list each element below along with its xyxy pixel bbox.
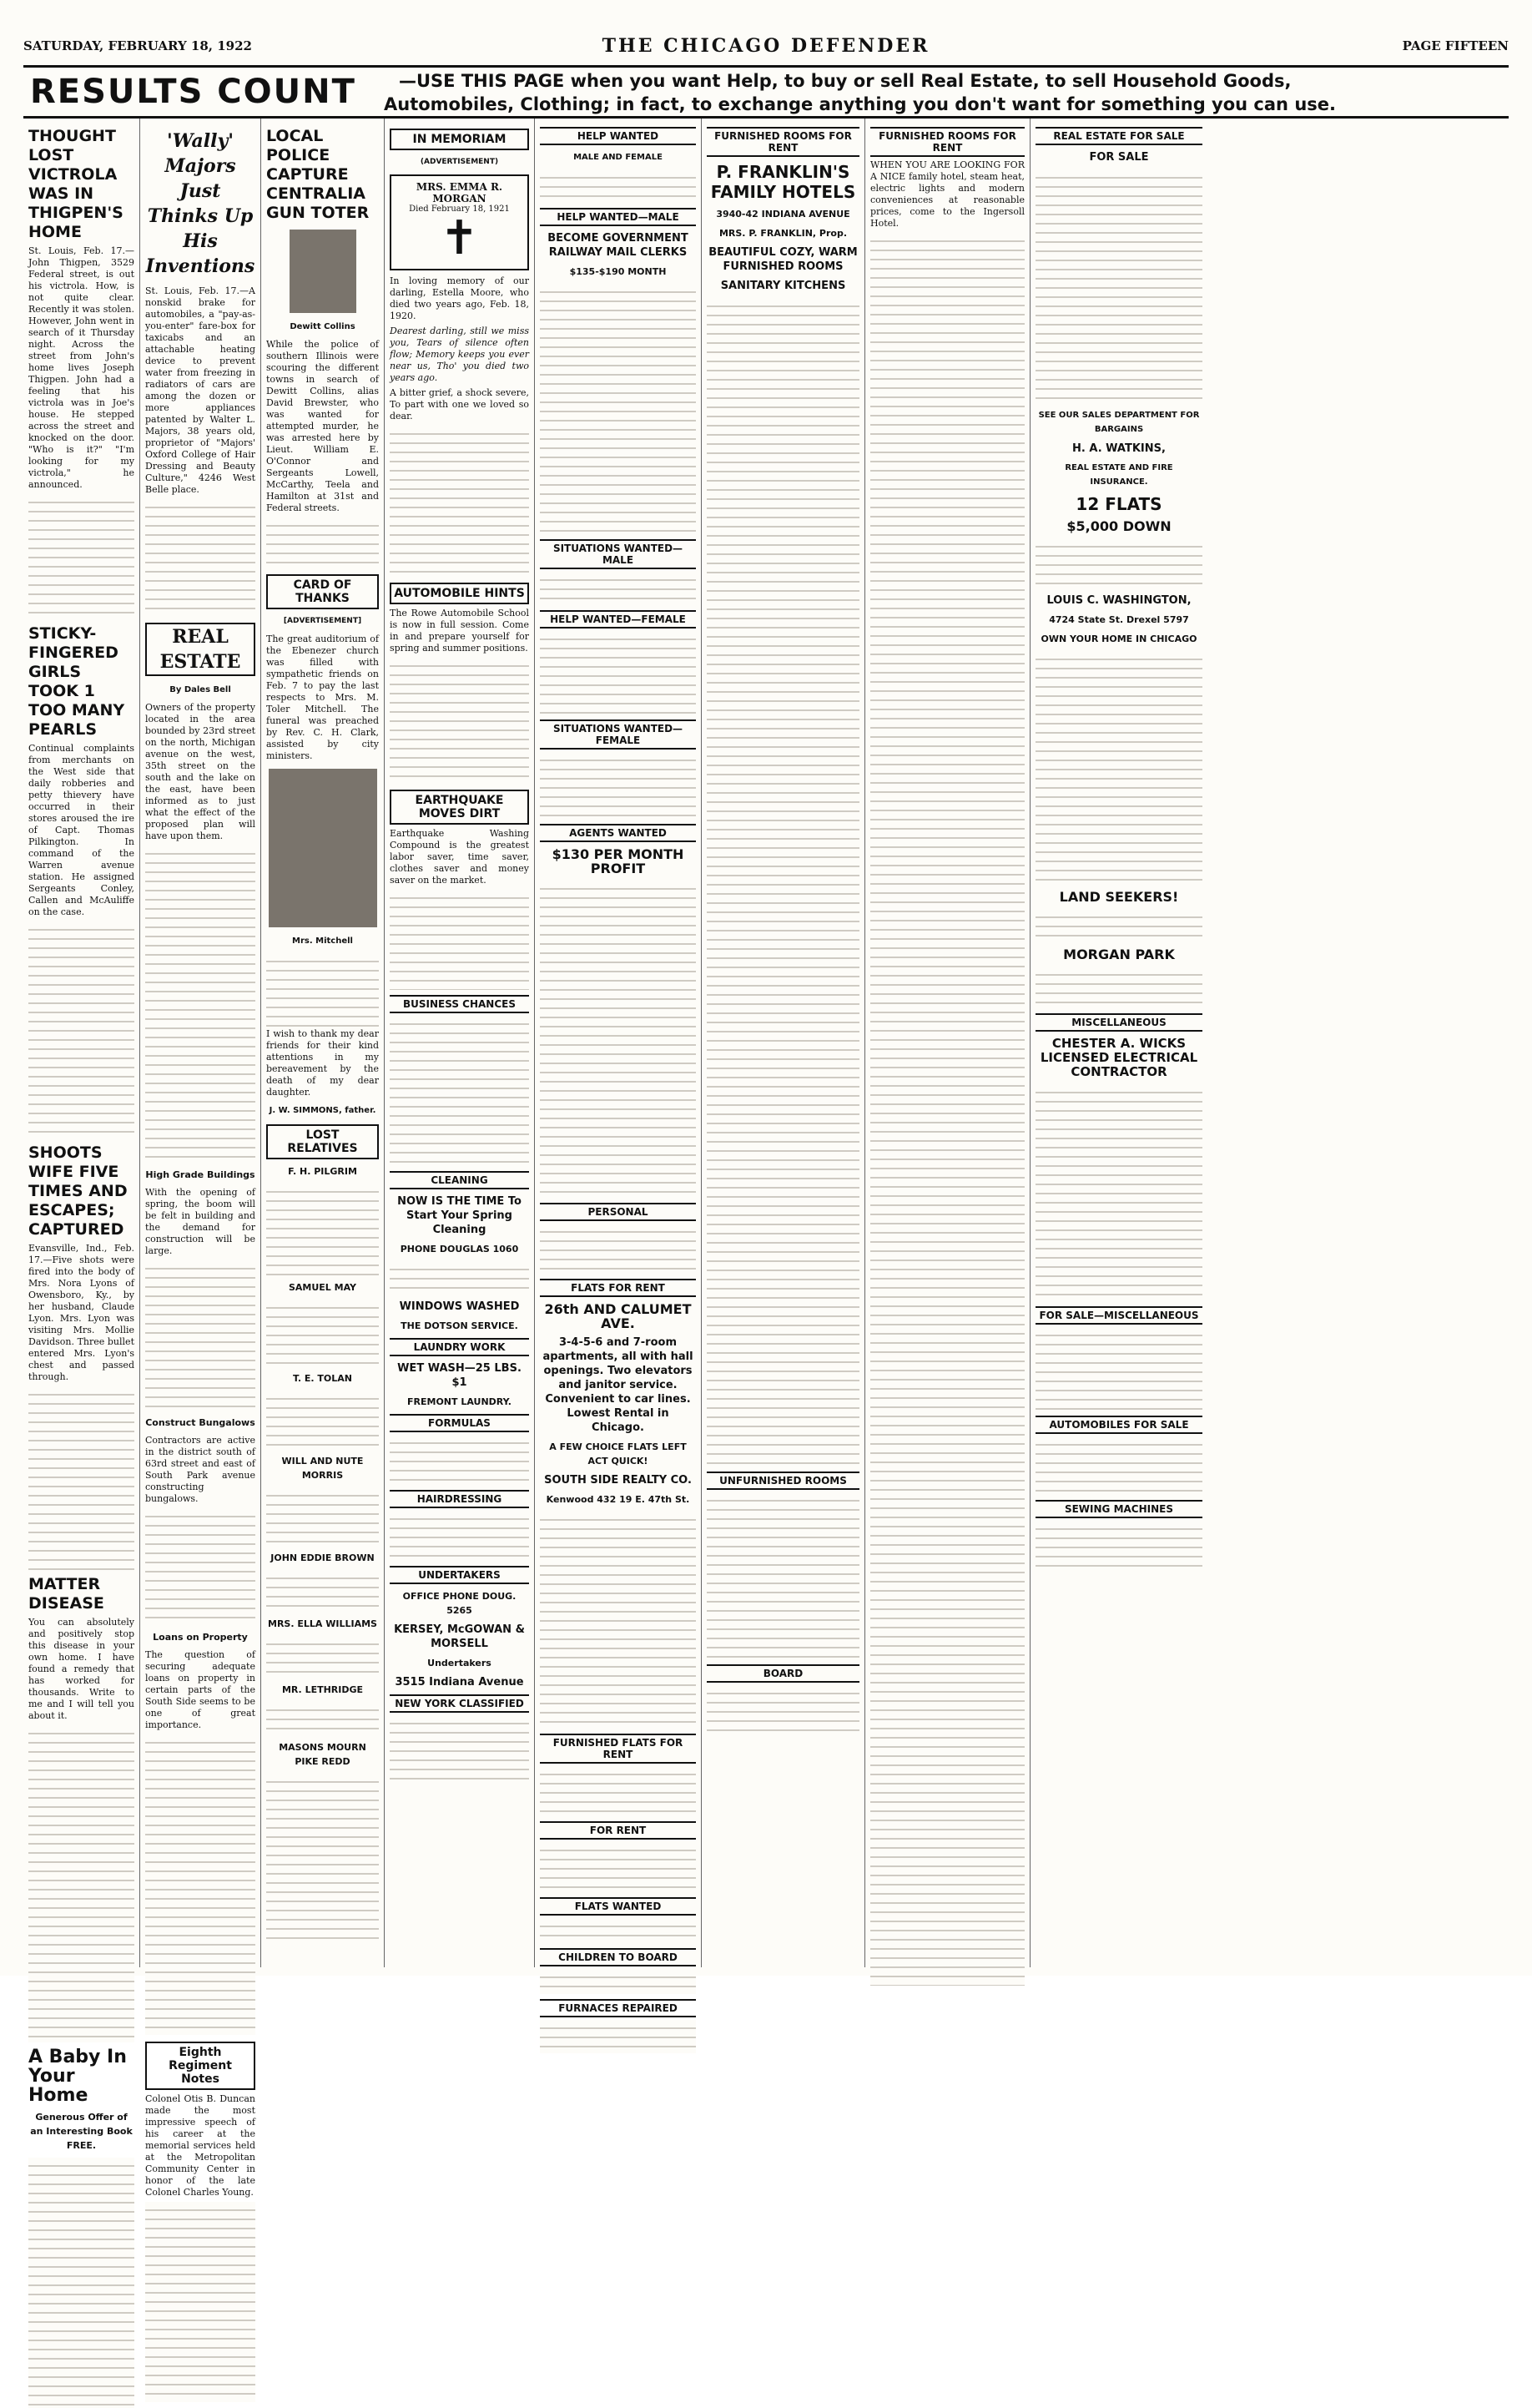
text-filler — [540, 1969, 696, 1994]
text-filler — [540, 752, 696, 819]
text-filler — [540, 881, 696, 1198]
ad-12-flats: 12 FLATS — [1076, 494, 1162, 514]
text-filler — [1036, 169, 1202, 403]
story-loans: The question of securing adequate loans on property in certain parts of the South Side seems to be one of great importance. — [145, 1649, 255, 1730]
cross-icon: ✝ — [440, 211, 479, 265]
text-filler — [266, 1184, 379, 1275]
text-filler — [266, 953, 379, 1028]
ad-kersey: KERSEY, McGOWAN & MORSELL — [394, 1623, 525, 1650]
results-count-banner — [23, 65, 1509, 119]
photo-dewitt-collins — [290, 230, 356, 313]
ad-windows-washed: WINDOWS WASHED — [399, 1300, 520, 1313]
text-filler — [390, 1715, 529, 1782]
ad-franklin-kitchens: SANITARY KITCHENS — [720, 280, 846, 292]
story-sticky-girls: Continual complaints from merchants on the West side that daily robberies and petty thievery have occurred in their stores aroused the ire of Capt. Thomas Pilkington. In command of the Warren avenue station. He assigned Sergeants Conley, Callen and McAuliffe on the case. — [28, 743, 134, 917]
story-victrola: St. Louis, Feb. 17.—John Thigpen, 3529 Federal street, is out his victrola. How, is not quite clear. Recently it was stolen. However, John went in search of it Thursday night. Across the street from John's home lives Joseph Thigpen. John had a feeling that his victrola was in Joe's house. He stepped across the street and knocked on the door. "Who is it?" "I'm looking for my victrola," he announced. — [28, 245, 134, 490]
column-3 — [261, 119, 385, 1967]
ad-franklin-address: 3940-42 INDIANA AVENUE — [716, 209, 850, 220]
column-2 — [140, 119, 261, 2198]
memoriam-text-1: In loving memory of our darling, Estella Moore, who died two years ago, Feb. 18, 1920. — [390, 275, 529, 321]
section-lost-relatives: LOST RELATIVES — [266, 1124, 379, 1159]
page-number: PAGE FIFTEEN — [1402, 38, 1509, 53]
text-filler — [28, 1725, 134, 2042]
ad-land-seekers: LAND SEEKERS! — [1059, 889, 1179, 905]
text-filler — [28, 1386, 134, 1570]
section-help-wanted-female: HELP WANTED—FEMALE — [540, 610, 696, 629]
section-children-board: CHILDREN TO BOARD — [540, 1948, 696, 1966]
subsection-for-sale: FOR SALE — [1089, 151, 1149, 164]
issue-date: SATURDAY, FEBRUARY 18, 1922 — [23, 38, 252, 53]
story-high-grade: With the opening of spring, the boom will be felt in building and the demand for construction will be large. — [145, 1187, 255, 1256]
section-personal: PERSONAL — [540, 1203, 696, 1221]
section-new-york: NEW YORK CLASSIFIED — [390, 1694, 529, 1713]
ad-fremont: FREMONT LAUNDRY. — [407, 1396, 512, 1407]
text-filler — [390, 1016, 529, 1166]
banner-line-1: —USE THIS PAGE when you want Help, to buy or sell Real Estate, to sell Household Goods, — [399, 71, 1292, 91]
section-formulas: FORMULAS — [390, 1414, 529, 1432]
ad-south-side-realty: SOUTH SIDE REALTY CO. — [544, 1474, 692, 1487]
ad-wet-wash: WET WASH—25 LBS. $1 — [397, 1362, 522, 1389]
section-furnaces: FURNACES REPAIRED — [540, 1999, 696, 2017]
text-filler — [1036, 1436, 1202, 1495]
ad-watkins: H. A. WATKINS, — [1072, 442, 1166, 455]
headline-police-capture: LOCAL POLICE CAPTURE CENTRALIA GUN TOTER — [266, 127, 370, 222]
text-filler — [390, 1511, 529, 1561]
name-lethridge: MR. LETHRIDGE — [281, 1684, 364, 1695]
text-filler — [266, 517, 379, 568]
ad-dotson: THE DOTSON SERVICE. — [401, 1320, 518, 1331]
story-eighth-regiment: Colonel Otis B. Duncan made the most impressive speech of his career at the memorial services held at the Metropolitan Community Center in honor of the late Colonel Charles Young. — [145, 2093, 255, 2198]
memoriam-date: Died February 18, 1921 — [409, 204, 510, 214]
story-bungalows: Contractors are active in the district south of 63rd street and east of South Park avenue constructing bungalows. — [145, 1435, 255, 1504]
ad-address: 3515 Indiana Avenue — [395, 1676, 524, 1689]
section-situations-female: SITUATIONS WANTED—FEMALE — [540, 719, 696, 750]
ad-franklin-rooms: BEAUTIFUL COZY, WARM FURNISHED ROOMS — [708, 246, 858, 273]
text-filler — [390, 658, 529, 783]
text-filler — [540, 2020, 696, 2053]
section-automobiles: AUTOMOBILES FOR SALE — [1036, 1416, 1202, 1434]
headline-baby: A Baby In Your Home — [28, 2047, 127, 2106]
text-filler — [1036, 538, 1202, 588]
text-filler — [707, 1685, 859, 1735]
section-agents-wanted: AGENTS WANTED — [540, 824, 696, 842]
ad-5000-down: $5,000 DOWN — [1066, 518, 1172, 534]
banner-headline: RESULTS COUNT — [30, 73, 356, 111]
subhead-high-grade: High Grade Buildings — [145, 1169, 255, 1180]
signature-simmons: J. W. SIMMONS, father. — [269, 1106, 376, 1115]
memoriam-box — [390, 174, 529, 270]
byline: By Dales Bell — [169, 685, 231, 694]
text-filler — [540, 1224, 696, 1274]
text-filler — [266, 1391, 379, 1449]
name-samuel-may: SAMUEL MAY — [288, 1282, 357, 1293]
headline-sticky-girls: STICKY-FINGERED GIRLS TOOK 1 TOO MANY PEARLS — [28, 624, 125, 739]
name-morris: WILL AND NUTE MORRIS — [281, 1456, 364, 1481]
memoriam-name: MRS. EMMA R. MORGAN — [416, 181, 503, 204]
section-help-wanted: HELP WANTED — [540, 127, 696, 145]
text-filler — [266, 1702, 379, 1735]
text-filler — [540, 631, 696, 714]
name-ella-williams: MRS. ELLA WILLIAMS — [268, 1618, 377, 1629]
text-filler — [145, 2202, 255, 2402]
ad-watkins-insurance: REAL ESTATE AND FIRE INSURANCE. — [1065, 463, 1173, 487]
ad-profit: $130 PER MONTH PROFIT — [552, 846, 684, 876]
ad-undertakers: Undertakers — [427, 1658, 491, 1668]
name-eddie-brown: JOHN EDDIE BROWN — [270, 1552, 375, 1563]
story-disease: You can absolutely and positively stop this disease in your own home. I have found a remedy that has worked for thousands. Write to me and I will tell you about it. — [28, 1617, 134, 1721]
ad-own-home: OWN YOUR HOME IN CHICAGO — [1041, 634, 1197, 644]
text-filler — [266, 1300, 379, 1366]
column-5 — [535, 119, 702, 2014]
text-filler — [1036, 651, 1202, 885]
section-unfurnished-rooms: UNFURNISHED ROOMS — [707, 1472, 859, 1490]
ad-calumet-body: 3-4-5-6 and 7-room apartments, all with hall openings. Two elevators and janitor service. Convenient to car lines. Lowest Rental in Chicago. — [542, 1336, 693, 1434]
section-hairdressing: HAIRDRESSING — [390, 1490, 529, 1508]
section-sewing: SEWING MACHINES — [1036, 1500, 1202, 1518]
text-filler — [28, 921, 134, 1138]
text-filler — [707, 298, 859, 1467]
column-4 — [385, 119, 535, 1967]
section-undertakers: UNDERTAKERS — [390, 1566, 529, 1584]
section-earthquake: EARTHQUAKE MOVES DIRT — [390, 790, 529, 825]
name-tolan: T. E. TOLAN — [293, 1373, 352, 1384]
ad-spring-cleaning-phone: PHONE DOUGLAS 1060 — [400, 1244, 519, 1254]
text-filler — [145, 1508, 255, 1625]
text-filler — [1036, 1084, 1202, 1301]
story-automobile-hints: The Rowe Automobile School is now in full session. Come in and prepare yourself for spring and summer positions. — [390, 608, 529, 654]
section-help-wanted-male: HELP WANTED—MALE — [540, 208, 696, 226]
text-filler — [540, 572, 696, 605]
story-shoots-wife: Evansville, Ind., Feb. 17.—Five shots were fired into the body of Mrs. Nora Lyons of Owensboro, Ky., by her husband, Claude Lyon. Mrs. Lyon was visiting Mrs. Mollie Davidson. Three bullet entered Mrs. Lyon's chest and passed through. — [28, 1243, 134, 1382]
column-1 — [23, 119, 140, 2151]
subsection-male-female: MALE AND FEMALE — [573, 153, 663, 162]
memoriam-text-2: A bitter grief, a shock severe, To part with one we loved so dear. — [390, 387, 529, 422]
section-laundry: LAUNDRY WORK — [390, 1338, 529, 1356]
text-filler — [145, 1260, 255, 1411]
headline-disease: MATTER DISEASE — [28, 1575, 104, 1613]
text-filler — [1036, 1327, 1202, 1411]
text-filler — [540, 1918, 696, 1943]
ad-franklin: P. FRANKLIN'S FAMILY HOTELS — [710, 162, 856, 202]
text-filler — [390, 426, 529, 576]
memoriam-poem: Dearest darling, still we miss you, Tears of silence often flow; Memory keeps you ever near us, Tho' you died two years ago. — [390, 326, 529, 383]
text-filler — [145, 846, 255, 1163]
ad-washington: LOUIS C. WASHINGTON, — [1046, 594, 1192, 607]
column-6 — [702, 119, 865, 1967]
headline-masons: MASONS MOURN PIKE REDD — [279, 1742, 366, 1767]
caption-dewitt-collins: Dewitt Collins — [290, 322, 355, 331]
advertisement-tag: [ADVERTISEMENT] — [283, 617, 362, 625]
ad-sales-department: SEE OUR SALES DEPARTMENT FOR BARGAINS — [1038, 411, 1200, 434]
ad-ingersoll: WHEN YOU ARE LOOKING FOR A NICE family hotel, steam heat, electric lights and modern conveniences at reasonable prices, come to the Ingersoll Hotel. — [870, 159, 1025, 229]
text-filler — [540, 169, 696, 203]
text-filler — [266, 1774, 379, 1941]
section-card-of-thanks: CARD OF THANKS — [266, 574, 379, 609]
text-filler — [540, 284, 696, 534]
ad-morgan-park: MORGAN PARK — [1063, 947, 1175, 962]
ad-chester-wicks: CHESTER A. WICKS LICENSED ELECTRICAL CONTRACTOR — [1040, 1036, 1198, 1079]
subhead-bungalows: Construct Bungalows — [145, 1417, 255, 1428]
advertisement-tag: (ADVERTISEMENT) — [420, 158, 499, 166]
text-filler — [28, 2158, 134, 2408]
baby-subhead: Generous Offer of an Interesting Book FREE. — [30, 2112, 133, 2151]
text-filler — [1036, 909, 1202, 942]
section-real-estate-sale: REAL ESTATE FOR SALE — [1036, 127, 1202, 145]
text-filler — [145, 499, 255, 616]
section-board: BOARD — [707, 1664, 859, 1683]
masthead — [23, 20, 1509, 63]
banner-line-2: Automobiles, Clothing; in fact, to exchange anything you don't want for something you can use. — [384, 94, 1336, 114]
text-filler — [540, 1512, 696, 1729]
text-filler — [540, 1766, 696, 1816]
text-filler — [390, 1261, 529, 1295]
ad-washington-address: 4724 State St. Drexel 5797 — [1049, 614, 1189, 625]
text-filler — [707, 1492, 859, 1659]
text-filler — [1036, 1521, 1202, 1571]
text-filler — [266, 1487, 379, 1546]
name-pilgrim: F. H. PILGRIM — [288, 1166, 357, 1177]
text-filler — [28, 494, 134, 619]
story-majors: St. Louis, Feb. 17.—A nonskid brake for automobiles, a "pay-as-you-enter" fare-box for taxicabs and an attachable heating device to prevent water from freezing in radiators of cars are among the dozen or more appliances patented by Walter L. Majors, 38 years old, proprietor of "Majors' Oxford College of Hair Dressing and Beauty Culture," 4246 West Belle place. — [145, 285, 255, 495]
section-furnished-flats: FURNISHED FLATS FOR RENT — [540, 1734, 696, 1764]
ad-calumet-act: A FEW CHOICE FLATS LEFT ACT QUICK! — [549, 1441, 687, 1467]
headline-real-estate: REAL ESTATE — [145, 623, 255, 676]
text-filler — [266, 1570, 379, 1612]
section-cleaning: CLEANING — [390, 1171, 529, 1189]
story-thanks-2: I wish to thank my dear friends for their kind attentions in my bereavement by the death of my dear daughter. — [266, 1028, 379, 1098]
story-real-estate: Owners of the property located in the area bounded by 23rd street on the north, Michigan avenue on the west, 35th street on the south and the lake on the east, have been informed as to just what the effect of the proposed plan will have upon them. — [145, 702, 255, 841]
story-card-of-thanks: The great auditorium of the Ebenezer church was filled with sympathetic friends on Feb. 7 to pay the last respects to Mrs. M. Toler Mitchell. The funeral was preached by Rev. C. H. Clark, assisted by city ministers. — [266, 634, 379, 761]
section-flats-for-rent: FLATS FOR RENT — [540, 1279, 696, 1297]
paper-name: THE CHICAGO DEFENDER — [602, 35, 930, 57]
ad-railway-pay: $135-$190 MONTH — [569, 266, 667, 277]
text-filler — [870, 233, 1025, 1986]
headline-shoots-wife: SHOOTS WIFE FIVE TIMES AND ESCAPES; CAPTURED — [28, 1143, 128, 1239]
section-flats-wanted: FLATS WANTED — [540, 1897, 696, 1916]
ad-calumet: 26th AND CALUMET AVE. — [544, 1301, 692, 1331]
column-7 — [865, 119, 1031, 1967]
ad-realty-address: Kenwood 432 19 E. 47th St. — [546, 1494, 690, 1505]
section-business-chances: BUSINESS CHANCES — [390, 995, 529, 1013]
ad-office-phone: OFFICE PHONE DOUG. 5265 — [402, 1591, 517, 1616]
text-filler — [145, 1734, 255, 2035]
real-estate-column — [1036, 127, 1202, 1571]
section-in-memoriam: IN MEMORIAM — [390, 129, 529, 150]
section-furnished-rooms-2: FURNISHED ROOMS FOR RENT — [870, 127, 1025, 157]
section-eighth-regiment: Eighth Regiment Notes — [145, 2042, 255, 2090]
text-filler — [390, 1435, 529, 1485]
text-filler — [540, 1842, 696, 1892]
photo-mrs-mitchell — [269, 769, 377, 927]
subhead-loans: Loans on Property — [153, 1632, 248, 1643]
ad-railway-clerks: BECOME GOVERNMENT RAILWAY MAIL CLERKS — [547, 232, 688, 259]
section-for-rent: FOR RENT — [540, 1821, 696, 1840]
section-furnished-rooms: FURNISHED ROOMS FOR RENT — [707, 127, 859, 157]
text-filler — [1036, 967, 1202, 1008]
section-miscellaneous: MISCELLANEOUS — [1036, 1013, 1202, 1032]
story-police-capture: While the police of southern Illinois were scouring the different towns in search of Dewitt Collins, alias David Brewster, who was wanted for attempted murder, he was arrested here by Lieut. William E. O'Connor and Sergeants Lowell, McCarthy, Teela and Hamilton at 31st and Federal streets. — [266, 339, 379, 513]
section-sale-misc: FOR SALE—MISCELLANEOUS — [1036, 1306, 1202, 1325]
section-automobile-hints: AUTOMOBILE HINTS — [390, 583, 529, 604]
text-filler — [266, 1636, 379, 1678]
section-situations-male: SITUATIONS WANTED—MALE — [540, 539, 696, 569]
ad-franklin-prop: MRS. P. FRANKLIN, Prop. — [718, 228, 848, 239]
ad-spring-cleaning: NOW IS THE TIME To Start Your Spring Cleaning — [397, 1195, 522, 1236]
headline-majors: 'Wally' Majors Just Thinks Up His Inventions — [145, 130, 255, 277]
text-filler — [390, 890, 529, 990]
column-8 — [1031, 119, 1509, 1967]
headline-victrola: THOUGHT LOST VICTROLA WAS IN THIGPEN'S HOME — [28, 127, 123, 241]
story-earthquake: Earthquake Washing Compound is the greatest labor saver, time saver, clothes saver and money saver on the market. — [390, 828, 529, 886]
caption-mrs-mitchell: Mrs. Mitchell — [292, 936, 353, 946]
